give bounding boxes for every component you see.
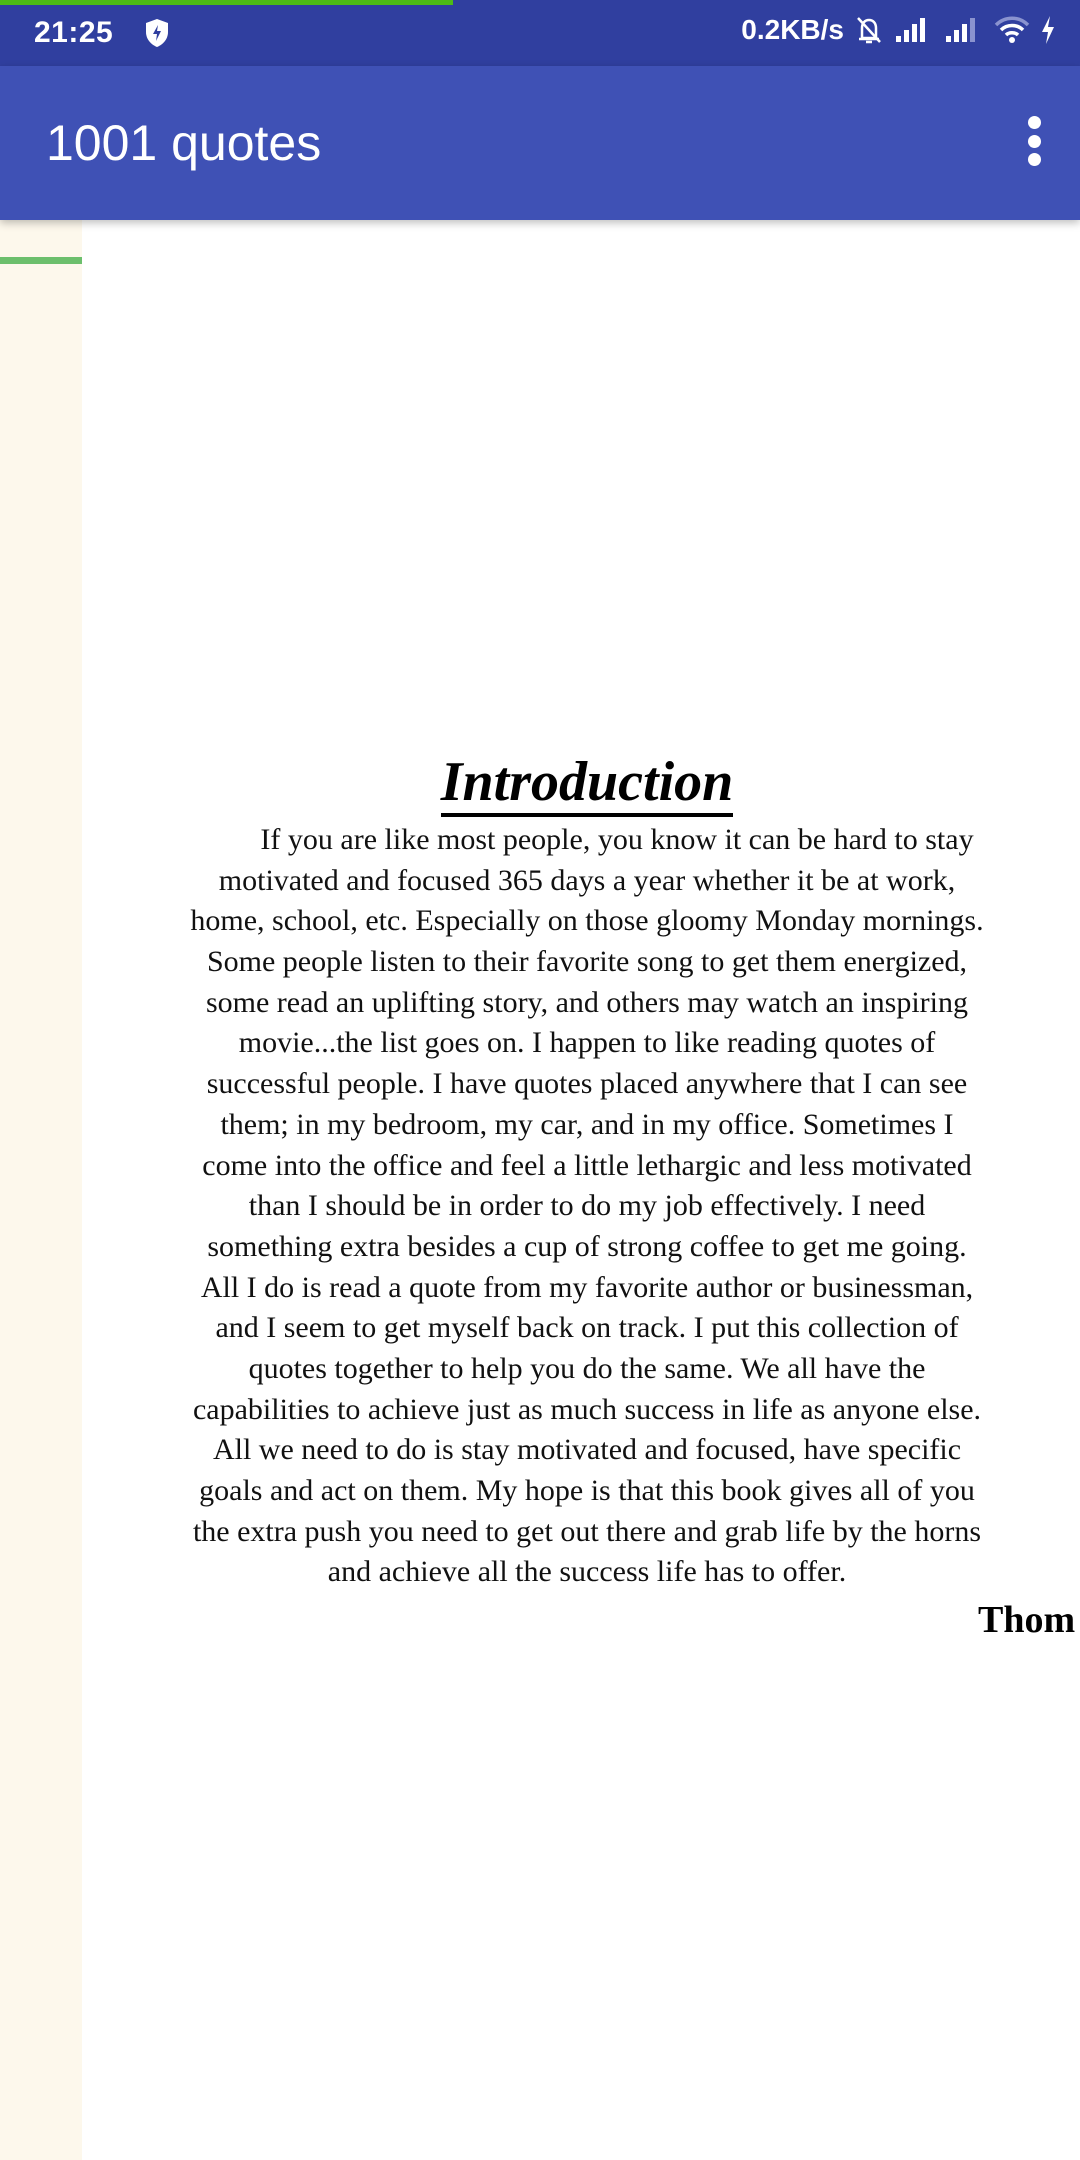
text-line: the extra push you need to get out there and grab life by the horns <box>192 1514 982 1548</box>
app-bar <box>0 66 1080 220</box>
text-line: something extra besides a cup of strong coffee to get me going. <box>207 1229 967 1263</box>
bell-off-icon <box>854 14 884 46</box>
author-signature: Thom <box>978 1599 1076 1641</box>
net-speed: 0.2KB/s <box>741 14 844 45</box>
document-heading: Introduction <box>82 750 1080 814</box>
current-page-indicator[interactable] <box>0 257 82 264</box>
text-line: and achieve all the success life has to offer. <box>327 1555 847 1589</box>
page-sidebar <box>0 220 82 2160</box>
charging-icon <box>1040 15 1056 45</box>
text-line: motivated and focused 365 days a year whether it be at work, <box>218 863 956 897</box>
document-body <box>82 820 1080 1593</box>
shield-bolt-icon <box>144 18 170 48</box>
app-title: 1001 quotes <box>46 115 322 171</box>
wifi-icon <box>994 15 1030 45</box>
more-vert-icon[interactable] <box>1022 116 1046 166</box>
text-line: come into the office and feel a little lethargic and less motivated <box>202 1148 972 1182</box>
text-line: than I should be in order to do my job effectively. I need <box>248 1189 926 1223</box>
text-line: them; in my bedroom, my car, and in my office. Sometimes I <box>220 1107 954 1141</box>
signal-weak-icon <box>944 16 984 44</box>
signal-icon <box>894 16 934 44</box>
text-line: Some people listen to their favorite song to get them energized, <box>206 945 968 979</box>
text-line: some read an uplifting story, and others may watch an inspiring <box>205 985 969 1019</box>
text-line: All we need to do is stay motivated and focused, have specific <box>212 1433 962 1467</box>
text-line: All I do is read a quote from my favorite author or businessman, <box>200 1270 974 1304</box>
text-line: home, school, etc. Especially on those gloomy Monday mornings. <box>190 904 984 938</box>
document-page[interactable] <box>82 220 1080 2160</box>
text-line: goals and act on them. My hope is that this book gives all of you <box>199 1474 975 1507</box>
text-line: If you are like most people, you know it can be hard to stay <box>260 823 974 856</box>
text-line: and I seem to get myself back on track. I put this collection of <box>215 1311 959 1345</box>
status-bar <box>0 0 1080 66</box>
text-line: capabilities to achieve just as much success in life as anyone else. <box>192 1392 982 1426</box>
status-time: 21:25 <box>34 16 114 49</box>
text-line: movie...the list goes on. I happen to like reading quotes of <box>238 1026 936 1060</box>
text-line: quotes together to help you do the same. We all have the <box>248 1351 926 1385</box>
text-line: successful people. I have quotes placed anywhere that I can see <box>206 1067 968 1101</box>
page-load-progress <box>0 0 453 5</box>
status-icons <box>741 14 1056 46</box>
